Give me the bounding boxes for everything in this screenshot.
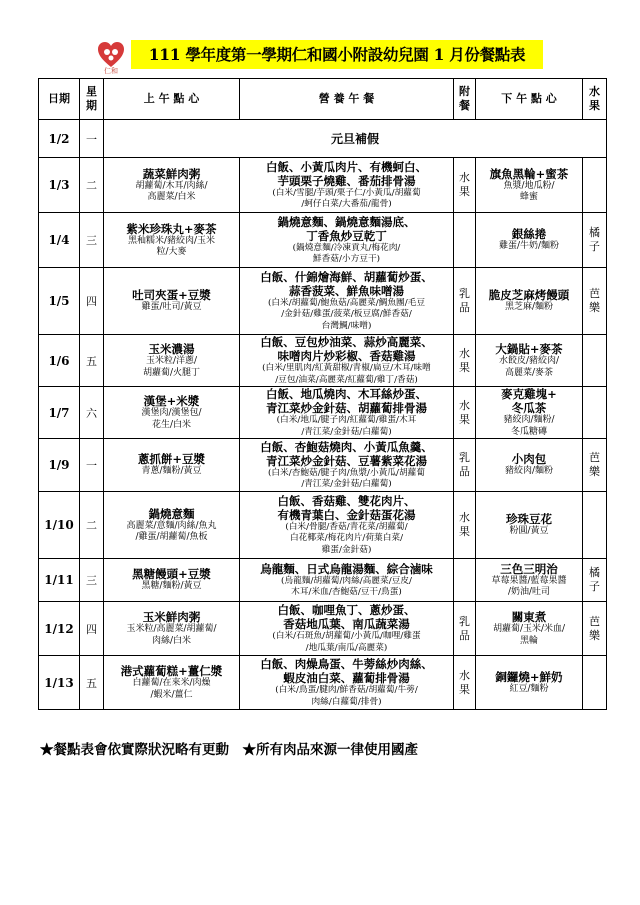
header-morning: 上 午 點 心 bbox=[104, 79, 240, 120]
am-dish: 蔬菜鮮肉粥 bbox=[142, 166, 201, 181]
morning-snack bbox=[104, 439, 240, 492]
lunch_dish-line: 有機青葉白、金針菇蛋花湯 bbox=[277, 507, 416, 522]
logo-text: 仁和 bbox=[104, 67, 118, 75]
morning-snack bbox=[104, 492, 240, 559]
am_ingr-line: /雞蛋/胡蘿蔔/魚板 bbox=[135, 532, 208, 542]
pm_ingr-line: 粉圓/黃豆 bbox=[509, 526, 549, 537]
lunch_dish-line: 青江菜炒金針菇、豆薯紫菜花湯 bbox=[266, 453, 427, 468]
side-dish: 水果 bbox=[454, 387, 476, 439]
fruit: 橘子 bbox=[583, 213, 607, 268]
lunch_ingr-line: /金針菇/雞蛋/菠菜/板豆腐/鮮香菇/ bbox=[281, 309, 412, 320]
lunch_ingr-line: (白米/雪腿/芋頭/栗子仁/小黃瓜/胡蘿蔔 bbox=[272, 187, 421, 198]
am_ingr-line: /蝦米/薑仁 bbox=[150, 689, 193, 700]
fruit bbox=[583, 656, 607, 710]
menu-row bbox=[39, 335, 607, 387]
fruit: 橘子 bbox=[583, 559, 607, 602]
row-date: 1/2 bbox=[39, 120, 80, 158]
row-date: 1/9 bbox=[39, 439, 80, 492]
lunch_dish-line: 白飯、肉燥鳥蛋、牛蒡絲炒肉絲、 bbox=[260, 657, 433, 671]
am_ingr-line: 玉米粒/高麗菜/胡蘿蔔/ bbox=[126, 624, 217, 634]
side-dish bbox=[454, 559, 476, 602]
lunch_ingr-line: (白米/鳥蛋/腱肉/鮮香菇/胡蘿蔔/牛蒡/ bbox=[275, 685, 418, 695]
fruit: 芭樂 bbox=[583, 268, 607, 335]
side-dish: 乳品 bbox=[454, 602, 476, 656]
pm_ingr-line: 黑輪 bbox=[519, 635, 538, 646]
am_ingr-line: 黑糖/麵粉/黃豆 bbox=[141, 581, 202, 592]
lunch_ingr-line: (烏龍麵/胡蘿蔔/肉絲/高麗菜/豆皮/ bbox=[281, 575, 412, 586]
row-weekday: 六 bbox=[80, 387, 104, 439]
pm_ingr-line: 高麗菜/麥茶 bbox=[504, 367, 554, 378]
lunch bbox=[240, 656, 454, 710]
fruit bbox=[583, 158, 607, 213]
menu-row bbox=[39, 158, 607, 213]
row-date: 1/7 bbox=[39, 387, 80, 439]
pm_ingr-line: 冬瓜糖磚 bbox=[510, 426, 547, 437]
morning-snack bbox=[104, 656, 240, 710]
am-dish: 鍋燒意麵 bbox=[148, 506, 195, 521]
lunch bbox=[240, 268, 454, 335]
lunch_ingr-line: (白米/杏鮑菇/腱子肉/魚漿/小黃瓜/胡蘿蔔 bbox=[267, 467, 426, 478]
row-weekday: 二 bbox=[80, 158, 104, 213]
lunch_ingr-line: /豆包/油菜/高麗菜/紅蘿蔔/雞丁/香菇) bbox=[275, 374, 418, 385]
pm_ingr-line: 豬絞肉/麵粉 bbox=[504, 466, 554, 477]
lunch_ingr-line: 台灣鯛/味噌) bbox=[321, 320, 372, 331]
menu-table bbox=[38, 78, 607, 710]
lunch_ingr-line: /地瓜葉/南瓜/高麗菜) bbox=[305, 642, 388, 653]
header-weekday: 星期 bbox=[80, 79, 104, 120]
row-date: 1/6 bbox=[39, 335, 80, 387]
am_ingr-line: 雞蛋/吐司/黃豆 bbox=[141, 302, 202, 313]
pm_ingr-line: /奶油/吐司 bbox=[507, 587, 551, 597]
pm-dish: 脆皮芝麻烤饅頭 bbox=[488, 288, 570, 303]
row-weekday: 四 bbox=[80, 602, 104, 656]
am_ingr-line: 青蔥/麵粉/黃豆 bbox=[141, 466, 202, 477]
afternoon-snack bbox=[476, 213, 583, 268]
pm_ingr-line: 雞蛋/牛奶/麵粉 bbox=[498, 241, 560, 252]
morning-snack bbox=[104, 335, 240, 387]
lunch_dish-line: 白飯、什錦燴海鮮、胡蘿蔔炒蛋、 bbox=[260, 269, 433, 284]
pm_ingr-line: 胡蘿蔔/玉米/米血/ bbox=[492, 624, 566, 634]
lunch_ingr-line: 白花椰菜/梅花肉片/荷葉白菜/ bbox=[289, 533, 404, 544]
lunch_dish-line: 蒜香菠菜、鮮魚味噌湯 bbox=[289, 283, 404, 298]
side-dish: 水果 bbox=[454, 656, 476, 710]
pm_ingr-line: 草莓果醬/藍莓果醬 bbox=[491, 575, 567, 586]
fruit bbox=[583, 492, 607, 559]
side-dish: 水果 bbox=[454, 335, 476, 387]
fruit bbox=[583, 335, 607, 387]
lunch_dish-line: 鍋燒意麵、鍋燒意麵湯底、 bbox=[277, 214, 416, 229]
afternoon-snack bbox=[476, 335, 583, 387]
lunch_ingr-line: (白米/骨腿/香菇/青花菜/胡蘿蔔/ bbox=[285, 521, 408, 532]
lunch_ingr-line: 雞蛋/金針菇) bbox=[321, 544, 372, 555]
lunch_dish-line: 味噌肉片炒彩椒、香菇雞湯 bbox=[277, 349, 416, 363]
pm-dish: 珍珠豆花 bbox=[506, 512, 552, 527]
lunch_dish-line: 白飯、香菇雞、雙花肉片、 bbox=[277, 493, 416, 508]
header-side: 附餐 bbox=[454, 79, 476, 120]
row-weekday: 一 bbox=[80, 439, 104, 492]
side-dish: 乳品 bbox=[454, 268, 476, 335]
pm-dish: 大鍋貼+麥茶 bbox=[495, 342, 563, 356]
am-dish: 黑糖饅頭+豆漿 bbox=[132, 567, 211, 582]
header-lunch: 營 養 午 餐 bbox=[240, 79, 454, 120]
pm_ingr-line: 黑芝麻/麵粉 bbox=[504, 302, 554, 313]
lunch_ingr-line: 木耳/米血/杏鮑菇/豆干/鳥蛋) bbox=[291, 587, 402, 597]
row-date: 1/5 bbox=[39, 268, 80, 335]
afternoon-snack bbox=[476, 492, 583, 559]
pm-dish: 銀絲捲 bbox=[511, 227, 547, 242]
lunch_ingr-line: (白米/石斑魚/胡蘿蔔/小黃瓜/咖哩/雞蛋 bbox=[272, 631, 421, 641]
am_ingr-line: 白蘿蔔/在來米/肉燥 bbox=[132, 678, 211, 688]
pm-dish: 三色三明治 bbox=[500, 561, 558, 576]
fruit bbox=[583, 387, 607, 439]
lunch_dish-line: 香菇地瓜葉、南瓜蔬菜湯 bbox=[283, 617, 410, 631]
lunch_dish-line: 白飯、杏鮑菇燒肉、小黃瓜魚羹、 bbox=[260, 439, 433, 454]
pm_ingr-line: 豬絞肉/麵粉/ bbox=[503, 415, 555, 425]
lunch bbox=[240, 158, 454, 213]
holiday-row bbox=[39, 120, 607, 158]
lunch_ingr-line: 鮮香菇/小方豆干) bbox=[312, 254, 381, 264]
lunch_ingr-line: 肉絲/白蘿蔔/排骨) bbox=[311, 696, 382, 707]
am_ingr-line: 花生/白米 bbox=[151, 419, 192, 430]
fruit: 芭樂 bbox=[583, 439, 607, 492]
lunch bbox=[240, 387, 454, 439]
menu-row bbox=[39, 602, 607, 656]
lunch_ingr-line: /青江菜/金針菇/白蘿蔔) bbox=[301, 426, 392, 437]
lunch_ingr-line: (鍋燒意麵/冷凍貢丸/梅花肉/ bbox=[292, 242, 401, 253]
afternoon-snack bbox=[476, 559, 583, 602]
lunch_dish-line: 白飯、咖哩魚丁、蔥炒蛋、 bbox=[277, 603, 416, 617]
lunch_ingr-line: /蚵仔白菜/大番茄/龍骨) bbox=[301, 199, 392, 209]
lunch bbox=[240, 559, 454, 602]
am-dish: 港式蘿蔔糕+薑仁漿 bbox=[120, 664, 223, 678]
am_ingr-line: 胡蘿蔔/木耳/肉絲/ bbox=[135, 180, 208, 191]
morning-snack bbox=[104, 268, 240, 335]
lunch bbox=[240, 602, 454, 656]
morning-snack bbox=[104, 213, 240, 268]
page-title: 111 學年度第一學期仁和國小附設幼兒園 1 月份餐點表 bbox=[131, 40, 543, 69]
lunch_dish-line: 丁香魚炒豆乾丁 bbox=[306, 228, 387, 243]
menu-row bbox=[39, 213, 607, 268]
footer-note: ★餐點表會依實際狀況略有更動 ★所有肉品來源一律使用國產 bbox=[40, 742, 418, 758]
am_ingr-line: 肉絲/白米 bbox=[151, 635, 192, 646]
row-date: 1/11 bbox=[39, 559, 80, 602]
side-dish bbox=[454, 213, 476, 268]
am-dish: 玉米濃湯 bbox=[148, 342, 195, 356]
lunch bbox=[240, 492, 454, 559]
lunch_ingr-line: (白米/地瓜/腱子肉/紅蘿蔔/雞蛋/木耳 bbox=[276, 415, 417, 425]
fruit: 芭樂 bbox=[583, 602, 607, 656]
side-dish: 水果 bbox=[454, 492, 476, 559]
menu-row bbox=[39, 559, 607, 602]
header-row bbox=[39, 79, 607, 120]
am_ingr-line: 高麗菜/意麵/肉絲/魚丸 bbox=[126, 520, 217, 531]
morning-snack bbox=[104, 158, 240, 213]
header-date: 日期 bbox=[39, 79, 80, 120]
am-dish: 玉米鮮肉粥 bbox=[142, 610, 201, 624]
am-dish: 吐司夾蛋+豆漿 bbox=[132, 288, 211, 303]
am_ingr-line: 漢堡肉/漢堡包/ bbox=[141, 408, 202, 418]
morning-snack bbox=[104, 559, 240, 602]
lunch_dish-line: 蝦皮油白菜、蘿蔔排骨湯 bbox=[283, 671, 410, 685]
pm-dish: 麥克雞塊+ bbox=[501, 387, 557, 401]
menu-row bbox=[39, 492, 607, 559]
pm-dish: 小肉包 bbox=[511, 452, 547, 467]
lunch_dish-line: 芋頭栗子燒雞、番茄排骨湯 bbox=[277, 173, 416, 188]
menu-row bbox=[39, 439, 607, 492]
row-weekday: 三 bbox=[80, 213, 104, 268]
pm-dish-2: 冬瓜茶 bbox=[511, 401, 547, 415]
pm_ingr-line: 魚漿/地瓜粉/ bbox=[503, 180, 555, 191]
row-weekday: 三 bbox=[80, 559, 104, 602]
row-weekday: 五 bbox=[80, 335, 104, 387]
side-dish: 水果 bbox=[454, 158, 476, 213]
lunch bbox=[240, 335, 454, 387]
afternoon-snack bbox=[476, 158, 583, 213]
row-date: 1/3 bbox=[39, 158, 80, 213]
morning-snack bbox=[104, 387, 240, 439]
am-dish: 漢堡+米漿 bbox=[143, 394, 200, 408]
row-weekday: 五 bbox=[80, 656, 104, 710]
lunch_dish-line: 烏龍麵、日式烏龍湯麵、綜合滷味 bbox=[260, 561, 433, 576]
afternoon-snack bbox=[476, 656, 583, 710]
lunch_dish-line: 白飯、地瓜燒肉、木耳絲炒蛋、 bbox=[266, 387, 427, 401]
header-fruit: 水果 bbox=[583, 79, 607, 120]
lunch bbox=[240, 439, 454, 492]
afternoon-snack bbox=[476, 439, 583, 492]
pm_ingr-line: 蜂蜜 bbox=[519, 192, 538, 202]
am_ingr-line: 粒/大麥 bbox=[156, 247, 187, 257]
lunch_ingr-line: (白米/里肌肉/紅黃甜椒/青椒/扁豆/木耳/味噌 bbox=[262, 363, 431, 373]
row-weekday: 四 bbox=[80, 268, 104, 335]
pm-dish: 關東煮 bbox=[511, 610, 547, 624]
header-afternoon: 下 午 點 心 bbox=[476, 79, 583, 120]
row-date: 1/12 bbox=[39, 602, 80, 656]
pm-dish: 銅鑼燒+鮮奶 bbox=[495, 669, 563, 684]
lunch_ingr-line: /青江菜/金針菇/白蘿蔔) bbox=[301, 479, 392, 489]
am_ingr-line: 玉米粒/洋蔥/ bbox=[145, 356, 198, 366]
row-weekday: 二 bbox=[80, 492, 104, 559]
am-dish: 蔥抓餅+豆漿 bbox=[137, 452, 206, 467]
am_ingr-line: 高麗菜/白米 bbox=[147, 192, 196, 202]
menu-row bbox=[39, 268, 607, 335]
lunch bbox=[240, 213, 454, 268]
row-date: 1/13 bbox=[39, 656, 80, 710]
afternoon-snack bbox=[476, 387, 583, 439]
row-weekday: 一 bbox=[80, 120, 104, 158]
side-dish: 乳品 bbox=[454, 439, 476, 492]
row-date: 1/4 bbox=[39, 213, 80, 268]
lunch_dish-line: 白飯、豆包炒油菜、蒜炒高麗菜、 bbox=[260, 335, 433, 349]
morning-snack bbox=[104, 602, 240, 656]
am-dish: 紫米珍珠丸+麥茶 bbox=[126, 221, 217, 236]
am_ingr-line: 黑秈糯米/豬絞肉/玉米 bbox=[127, 235, 216, 246]
afternoon-snack bbox=[476, 602, 583, 656]
pm_ingr-line: 水餃皮/豬絞肉/ bbox=[498, 356, 560, 366]
lunch_dish-line: 白飯、小黃瓜肉片、有機蚵白、 bbox=[266, 159, 427, 174]
lunch_ingr-line: (白米/胡蘿蔔/鮑魚菇/高麗菜/鯛魚團/毛豆 bbox=[267, 297, 426, 308]
afternoon-snack bbox=[476, 268, 583, 335]
menu-row bbox=[39, 656, 607, 710]
holiday-text: 元旦補假 bbox=[104, 120, 607, 158]
row-date: 1/10 bbox=[39, 492, 80, 559]
pm-dish: 旗魚黑輪+蜜茶 bbox=[489, 166, 569, 181]
lunch_dish-line: 青江菜炒金針菇、胡蘿蔔排骨湯 bbox=[266, 401, 427, 415]
menu-row bbox=[39, 387, 607, 439]
am_ingr-line: 胡蘿蔔/火腿丁 bbox=[142, 367, 201, 378]
pm_ingr-line: 紅豆/麵粉 bbox=[509, 683, 549, 694]
